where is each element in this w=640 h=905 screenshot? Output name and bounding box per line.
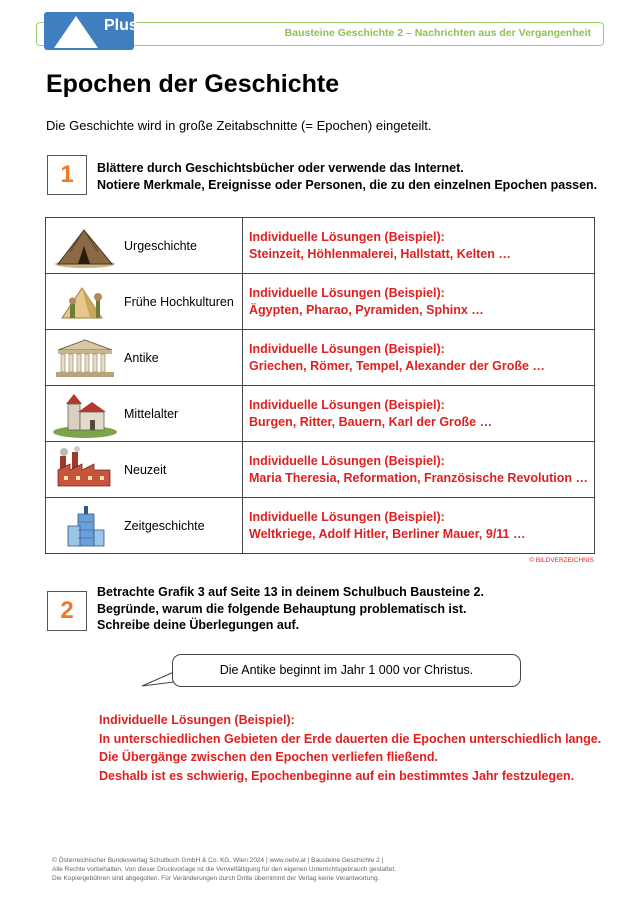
epoch-name: Antike	[124, 350, 159, 365]
solution-heading: Individuelle Lösungen (Beispiel):	[249, 509, 445, 524]
task-1-text	[97, 160, 597, 193]
task-2-line: Betrachte Grafik 3 auf Seite 13 in deinem Schulbuch Bausteine 2.	[97, 585, 484, 599]
statement-bubble: Die Antike beginnt im Jahr 1 000 vor Christus.	[172, 654, 521, 687]
epoch-name: Mittelalter	[124, 406, 179, 421]
solution-heading: Individuelle Lösungen (Beispiel):	[249, 285, 445, 300]
speech-bubble-tail	[140, 670, 176, 688]
task-number-2: 2	[47, 591, 87, 631]
hut-icon	[50, 222, 120, 270]
footer-line: Die Kopiergebühren sind abgegolten. Für Veränderungen durch Dritte übernimmt der Verlag keine Verantwortung.	[52, 875, 380, 882]
table-row	[46, 218, 595, 274]
intro-text: Die Geschichte wird in große Zeitabschnitte (= Epochen) eingeteilt.	[46, 118, 432, 133]
task-1-line: Blättere durch Geschichtsbücher oder verwende das Internet.	[97, 161, 464, 175]
solution-line: Deshalb ist es schwierig, Epochenbeginne auf ein bestimmtes Jahr festzulegen.	[99, 768, 575, 783]
table-row	[46, 386, 595, 442]
task-2-text	[97, 584, 484, 634]
footer-line: Alle Rechte vorbehalten. Von dieser Druckvorlage ist die Vervielfältigung für den eigenen Unterrichtsgebrauch gestattet.	[52, 866, 396, 873]
epoch-name: Zeitgeschichte	[124, 518, 205, 533]
solution-text: Steinzeit, Höhlenmalerei, Hallstatt, Kelten …	[249, 246, 511, 261]
task-2-solution	[99, 711, 601, 785]
epoch-name: Frühe Hochkulturen	[124, 294, 234, 309]
factory-icon	[50, 446, 120, 494]
footer	[52, 856, 396, 883]
image-credit: © BILDVERZEICHNIS	[529, 557, 594, 564]
castle-icon	[50, 390, 120, 438]
task-number-1: 1	[47, 155, 87, 195]
solution-text: Ägypten, Pharao, Pyramiden, Sphinx …	[249, 302, 484, 317]
triangle-logo-icon	[54, 16, 98, 48]
plus-logo	[44, 12, 138, 50]
solution-text: Maria Theresia, Reformation, Französische Revolution …	[249, 470, 588, 485]
solution-heading: Individuelle Lösungen (Beispiel):	[249, 341, 445, 356]
solution-heading: Individuelle Lösungen (Beispiel):	[249, 453, 445, 468]
series-title: Bausteine Geschichte 2 – Nachrichten aus der Vergangenheit	[284, 27, 591, 39]
solution-line: Individuelle Lösungen (Beispiel):	[99, 713, 295, 727]
epochs-table	[45, 217, 595, 554]
page-title: Epochen der Geschichte	[46, 70, 340, 98]
solution-line: In unterschiedlichen Gebieten der Erde dauerten die Epochen unterschiedlich lange.	[99, 731, 602, 746]
temple-icon	[50, 334, 120, 382]
task-2-line: Begründe, warum die folgende Behauptung problematisch ist.	[97, 601, 467, 616]
solution-text: Griechen, Römer, Tempel, Alexander der Große …	[249, 358, 545, 373]
table-row	[46, 442, 595, 498]
solution-heading: Individuelle Lösungen (Beispiel):	[249, 229, 445, 244]
solution-text: Weltkriege, Adolf Hitler, Berliner Mauer, 9/11 …	[249, 526, 526, 541]
logo-text: Plus	[104, 17, 138, 34]
task-2-line: Schreibe deine Überlegungen auf.	[97, 618, 300, 632]
solution-text: Burgen, Ritter, Bauern, Karl der Große …	[249, 414, 493, 429]
epoch-name: Urgeschichte	[124, 238, 197, 253]
table-row	[46, 274, 595, 330]
footer-line: © Österreichischer Bundesverlag Schulbuch GmbH & Co. KG, Wien 2024 | www.oebv.at | Bausteine Geschichte 2 |	[52, 857, 384, 864]
pyramid-icon	[50, 278, 120, 326]
task-1-line: Notiere Merkmale, Ereignisse oder Personen, die zu den einzelnen Epochen passen.	[97, 177, 598, 192]
table-row	[46, 330, 595, 386]
skyscraper-icon	[50, 502, 120, 550]
solution-heading: Individuelle Lösungen (Beispiel):	[249, 397, 445, 412]
table-row	[46, 498, 595, 554]
epoch-name: Neuzeit	[124, 462, 167, 477]
solution-line: Die Übergänge zwischen den Epochen verliefen fließend.	[99, 750, 438, 764]
